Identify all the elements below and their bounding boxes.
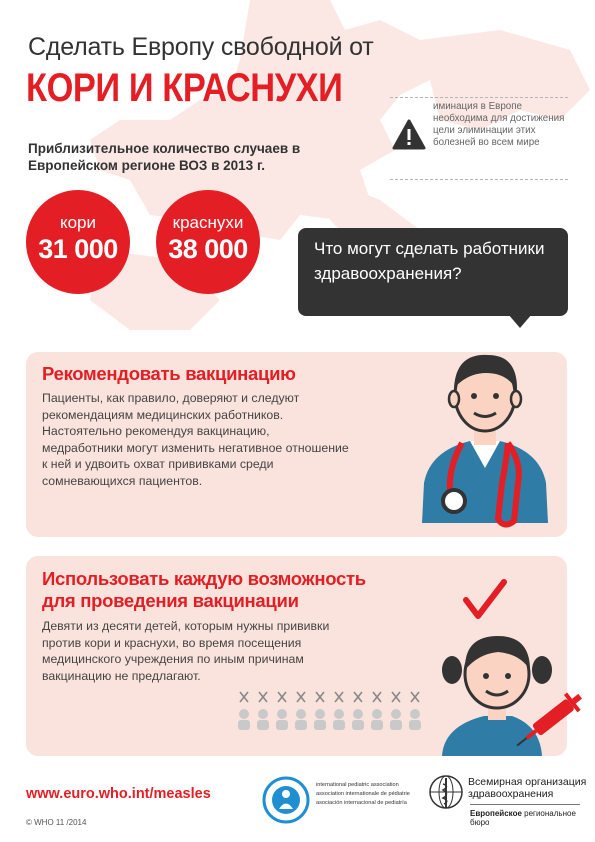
- cases-subtitle-text: Приблизительное количество случаев в Европейском регионе ВОЗ в 2013 г.: [28, 141, 301, 173]
- title-line-2: КОРИ И КРАСНУХИ: [26, 66, 343, 110]
- who-region-rest: региональное бюро: [470, 809, 576, 827]
- measles-label: кори: [59, 213, 97, 232]
- measles-value: 31 000: [38, 234, 118, 264]
- every-opportunity-heading: [42, 568, 366, 612]
- note-divider-top: [390, 97, 568, 98]
- recommend-vaccination-heading: Рекомендовать вакцинацию: [42, 363, 296, 384]
- ipa-line-1: international pediatric association: [316, 782, 399, 788]
- recommend-vaccination-body: Пациенты, как правило, доверяют и следуют рекомендациям медицинских работников. Настоятельно рекомендуя вакцинацию, медработники могут изменить негативное отношение к ней и удвоить охват прививками среди сомневающихся пациентов.: [42, 391, 349, 488]
- who-name: [468, 776, 586, 800]
- girl-with-syringe-icon: [424, 578, 584, 758]
- doctor-with-stethoscope-icon: [410, 333, 560, 533]
- ipa-line-2: association internationale de pédiatrie: [316, 791, 410, 797]
- who-name-line-1: Всемирная организация: [468, 776, 587, 788]
- measles-stat-circle: [26, 190, 130, 294]
- warning-triangle-icon: [392, 118, 426, 152]
- question-text: Что могут сделать работники здравоохранения?: [314, 239, 545, 283]
- every-opportunity-body: Девяти из десяти детей, которым нужны прививки против кори и краснухи, во время посещения медицинского учреждения по иным причинам вакцинацию не предлагают.: [42, 619, 330, 683]
- who-regional-office: [470, 809, 595, 827]
- elimination-note: иминация в Европе необходима для достижения цели элиминации этих болезней во всем мире: [433, 101, 565, 148]
- rubella-label: краснухи: [172, 213, 244, 232]
- title-line-1: Сделать Европу свободной от: [28, 33, 374, 61]
- who-name-line-2: здравоохранения: [468, 788, 554, 800]
- healthy-children-logo: [262, 776, 310, 824]
- measles-website-link[interactable]: www.euro.who.int/measles: [26, 786, 211, 802]
- who-divider: [470, 804, 580, 805]
- note-divider-bottom: [390, 179, 568, 180]
- every-opportunity-heading-line2: для проведения вакцинации: [42, 590, 299, 611]
- every-opportunity-heading-line1: Использовать каждую возможность: [42, 568, 366, 589]
- rubella-stat-circle: [156, 190, 260, 294]
- question-bubble-tail: [508, 314, 532, 328]
- ipa-text: [316, 781, 410, 808]
- cases-subtitle: [28, 140, 328, 174]
- copyright-text: © WHO 11 /2014: [26, 818, 87, 827]
- crossed-out-children-icon: [236, 690, 426, 734]
- ipa-line-3: asociación internacional de pediatría: [316, 800, 407, 806]
- rubella-value: 38 000: [168, 234, 248, 264]
- who-emblem-icon: [428, 774, 464, 810]
- who-region-bold: Европейское: [470, 809, 522, 818]
